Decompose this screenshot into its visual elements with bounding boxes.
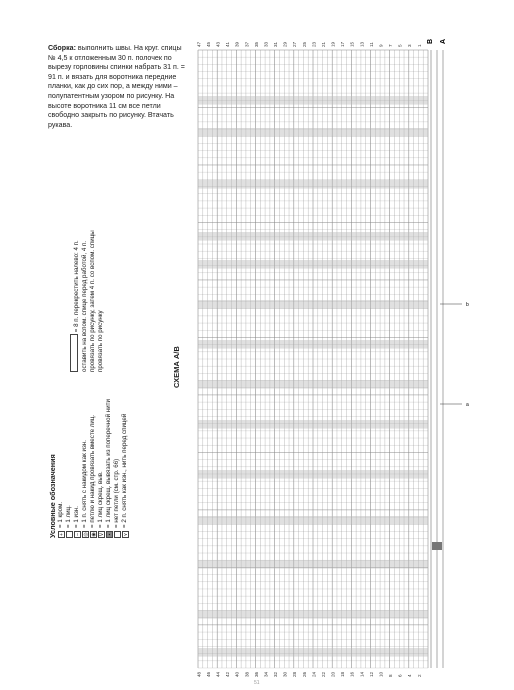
section-letter: B — [427, 38, 434, 44]
legend-item-text: = 1 кром. — [57, 501, 64, 528]
legend-item-text: = 1 лиц скрещ. вывязать из поперечной нити — [105, 399, 112, 528]
column-number-bottom: 28 — [292, 671, 298, 677]
column-number-top: 29 — [282, 41, 288, 47]
column-number-bottom: 20 — [330, 671, 336, 677]
column-number-bottom: 46 — [205, 671, 211, 677]
legend-item-text: = 1 изн. — [73, 506, 80, 528]
cable-note-text: = 8 п. перекрестить налево: 4 п. оставить на вспом. спице перед работой, 4 п. провязать по рисунку, затем 4 п. со вспом. спицы провязать по рисунку — [73, 230, 104, 372]
legend-item-text: = нет петли (см. стр. 66) — [113, 458, 120, 528]
column-number-top: 33 — [263, 41, 269, 47]
cable-band — [198, 380, 428, 389]
column-number-bottom: 48 — [196, 671, 202, 677]
assembly-body: выполнить швы. На круг. спицы № 4,5 к отложенным 30 п. полочек по вырезу горловины спинки набрать 31 п. = 91 п. и вязать для воротника передние планки, как до сих пор, а между ними – полупатентным узором по рисунку. На высоте воротника 11 см все петли свободно закрыть по рисунку. Втачать рукава. — [48, 44, 185, 129]
column-number-bottom: 18 — [340, 671, 346, 677]
cable-band — [198, 260, 428, 269]
column-number-top: 27 — [292, 41, 298, 47]
legend-item-text: = 1 п. снять с накидом как изн. — [81, 440, 88, 528]
legend-item-text: = 1 лиц скрещ. выв. — [97, 471, 104, 528]
legend-symbol-icon: ▪ — [106, 531, 113, 538]
column-number-bottom: 12 — [368, 671, 374, 677]
column-number-top: 19 — [330, 41, 336, 47]
filled-cell — [432, 542, 442, 550]
column-number-bottom: 16 — [349, 671, 355, 677]
column-number-bottom: 6 — [397, 674, 403, 677]
legend-symbol-icon: ⋎ — [122, 532, 129, 537]
column-number-bottom: 38 — [244, 671, 250, 677]
column-number-bottom: 30 — [282, 671, 288, 677]
column-number-top: 21 — [320, 41, 326, 47]
cable-band — [198, 180, 428, 189]
section-mark: a — [466, 402, 469, 408]
legend-item-text: = петлю и накид провязать вместе лиц. — [89, 414, 96, 528]
column-number-bottom: 44 — [215, 671, 221, 677]
column-number-bottom: 26 — [301, 671, 307, 677]
column-number-top: 9 — [378, 44, 384, 47]
cable-band — [198, 128, 428, 137]
legend-title: Условные обозначения — [48, 454, 57, 538]
column-number-top: 25 — [301, 41, 307, 47]
column-number-bottom: 10 — [378, 671, 384, 677]
column-number-bottom: 8 — [388, 674, 394, 677]
cable-band — [198, 96, 428, 105]
cable-band — [198, 470, 428, 479]
legend-symbol-icon: + — [58, 531, 65, 538]
cable-band — [198, 516, 428, 525]
legend-item-text: = 2 п. снять как изн., нить перед спицей — [121, 413, 128, 528]
page-number: 51 — [254, 680, 260, 686]
legend-symbol-icon: ◉ — [90, 532, 97, 537]
column-number-top: 47 — [196, 41, 202, 47]
column-number-top: 15 — [349, 41, 355, 47]
column-number-bottom: 24 — [311, 671, 317, 677]
column-number-bottom: 42 — [225, 671, 231, 677]
column-number-bottom: 40 — [234, 671, 240, 677]
column-number-top: 3 — [407, 44, 413, 47]
column-number-bottom: 4 — [407, 674, 413, 677]
column-number-top: 11 — [368, 42, 374, 47]
cable-band — [198, 300, 428, 309]
column-number-top: 1 — [416, 44, 422, 47]
column-number-top: 35 — [253, 41, 259, 47]
cable-band — [198, 560, 428, 569]
cable-band — [198, 232, 428, 241]
assembly-label: Сборка: — [48, 44, 76, 52]
chart-title: СХЕМА A/B — [172, 346, 181, 388]
column-number-top: 13 — [359, 41, 365, 47]
column-number-top: 7 — [388, 44, 394, 47]
column-number-bottom: 2 — [416, 674, 422, 677]
column-number-bottom: 32 — [273, 671, 279, 677]
legend-item-text: = 1 лиц. — [65, 505, 72, 528]
column-number-bottom: 36 — [253, 671, 259, 677]
cable-band — [198, 648, 428, 657]
column-number-top: 5 — [397, 44, 403, 47]
column-number-top: 37 — [244, 41, 250, 47]
column-number-top: 43 — [215, 41, 221, 47]
column-number-bottom: 14 — [359, 671, 365, 677]
column-number-top: 39 — [234, 41, 240, 47]
column-number-top: 41 — [225, 41, 231, 47]
section-mark: b — [466, 302, 469, 308]
cable-band — [198, 340, 428, 349]
column-number-top: 17 — [340, 41, 346, 47]
column-number-bottom: 22 — [320, 671, 326, 677]
column-number-top: 45 — [205, 41, 211, 47]
section-letter: A — [440, 38, 447, 44]
legend-symbol-icon: – — [74, 531, 81, 538]
cable-band — [198, 610, 428, 619]
legend-symbol-icon: ◎ — [82, 532, 89, 537]
legend-symbol-icon: V — [98, 532, 105, 537]
column-number-top: 31 — [273, 41, 279, 47]
cable-band — [198, 420, 428, 429]
column-number-bottom: 34 — [263, 671, 269, 677]
column-number-top: 23 — [311, 41, 317, 47]
